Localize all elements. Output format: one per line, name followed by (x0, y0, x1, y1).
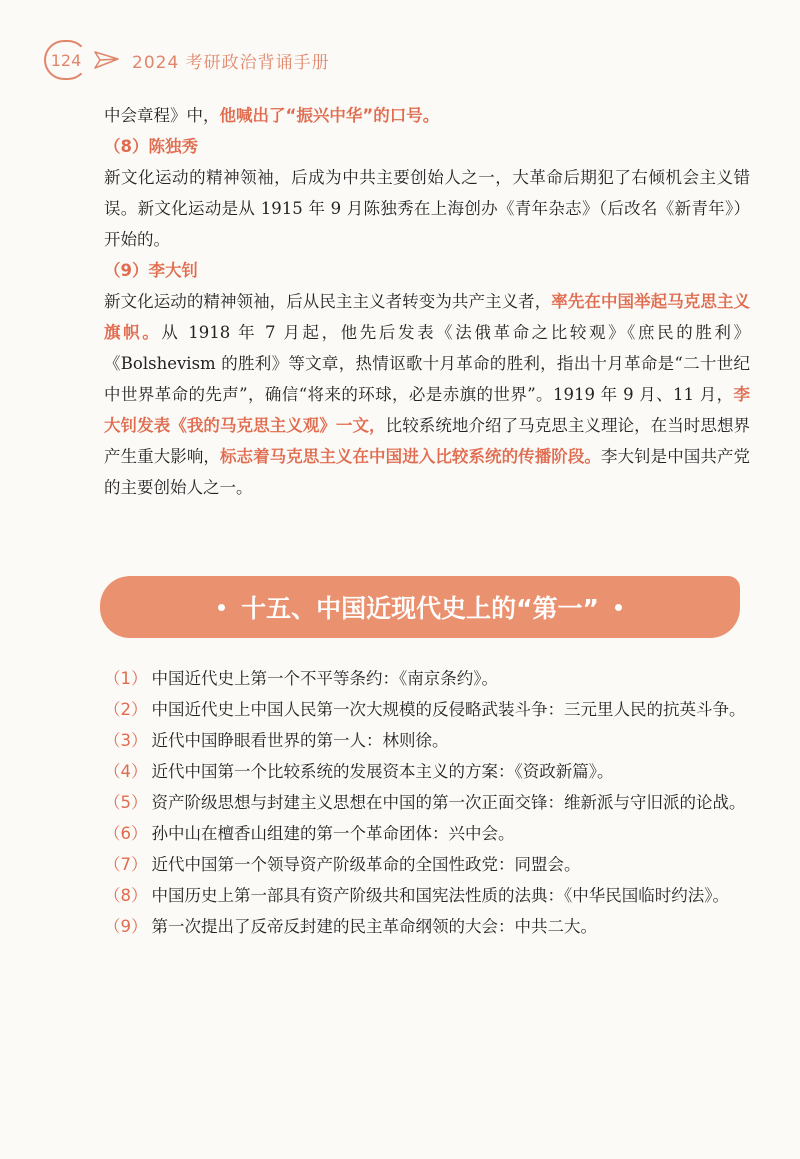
paragraph-chen-duxiu: 新文化运动的精神领袖，后成为中共主要创始人之一，大革命后期犯了右倾机会主义错误。新文化运动是从 1915 年 9 月陈独秀在上海创办《青年杂志》（后改名《新青年》）开始的。 (104, 168, 750, 249)
item-text: 第一次提出了反帝反封建的民主革命纲领的大会：中共二大。 (151, 917, 597, 936)
item-number: （4） (104, 762, 148, 781)
page-number: 124 (44, 40, 88, 80)
list-item (104, 911, 750, 942)
item-number: （3） (104, 731, 148, 750)
subheading-li-dazhao: （9）李大钊 (104, 261, 198, 280)
item-number: （8） (104, 886, 148, 905)
highlight-text: 标志着马克思主义在中国进入比较系统的传播阶段。 (219, 447, 601, 466)
item-text: 资产阶级思想与封建主义思想在中国的第一次正面交锋：维新派与守旧派的论战。 (151, 793, 746, 812)
text-span: 中会章程》中， (104, 106, 220, 125)
item-text: 近代中国睁眼看世界的第一人：林则徐。 (151, 731, 449, 750)
list-item (104, 818, 750, 849)
section-banner (100, 576, 740, 638)
list-item (104, 849, 750, 880)
text-span: 李大钊是中国共产党的主要创始人之一。 (104, 447, 751, 497)
text-span: 从 1918 年 7 月起，他先后发表《法俄革命之比较观》《庶民的胜利》《Bolshevism 的胜利》等文章，热情讴歌十月革命的胜利，指出十月革命是“二十世纪中世界革命的先声”，确信“将来的环球，必是赤旗的世界”。1919 年 9 月、11 月， (104, 323, 751, 404)
list-item (104, 787, 750, 818)
item-number: （7） (104, 855, 148, 874)
item-text: 中国近代史上中国人民第一次大规模的反侵略武装斗争：三元里人民的抗英斗争。 (151, 700, 746, 719)
paragraph (104, 100, 750, 131)
list-item (104, 756, 750, 787)
text-span: 新文化运动的精神领袖，后从民主主义者转变为共产主义者， (104, 292, 552, 311)
item-number: （9） (104, 917, 148, 936)
list-item (104, 694, 750, 725)
highlight-text: 他喊出了“振兴中华”的口号。 (219, 106, 440, 125)
item-text: 孙中山在檀香山组建的第一个革命团体：兴中会。 (151, 824, 515, 843)
subheading-chen-duxiu: （8）陈独秀 (104, 137, 198, 156)
item-text: 近代中国第一个比较系统的发展资本主义的方案：《资政新篇》。 (151, 762, 614, 781)
item-number: （5） (104, 793, 148, 812)
item-number: （1） (104, 669, 148, 688)
text-span: 比较系统地介绍了马克思主义理论，在当时思想界产生重大影响， (104, 416, 751, 466)
item-text: 中国近代史上第一个不平等条约：《南京条约》。 (151, 669, 498, 688)
list-item (104, 880, 750, 911)
bullet-dot-icon (218, 604, 225, 611)
paragraph-li-dazhao (104, 286, 750, 503)
bullet-dot-icon (615, 604, 622, 611)
list-item (104, 725, 750, 756)
body-text (104, 100, 750, 503)
highlight-text: 李大钊发表《我的马克思主义观》一文， (104, 385, 750, 435)
item-number: （6） (104, 824, 148, 843)
list-item (104, 663, 750, 694)
book-title: 2024 考研政治背诵手册 (132, 52, 330, 73)
paper-plane-icon (94, 50, 120, 70)
section-title: 十五、中国近现代史上的“第一” (241, 594, 599, 623)
highlight-text: 率先在中国举起马克思主义旗帜。 (104, 292, 751, 342)
firsts-list (104, 663, 750, 942)
item-text: 中国历史上第一部具有资产阶级共和国宪法性质的法典：《中华民国临时约法》。 (151, 886, 729, 905)
item-number: （2） (104, 700, 148, 719)
item-text: 近代中国第一个领导资产阶级革命的全国性政党：同盟会。 (151, 855, 581, 874)
page-header (44, 40, 330, 80)
